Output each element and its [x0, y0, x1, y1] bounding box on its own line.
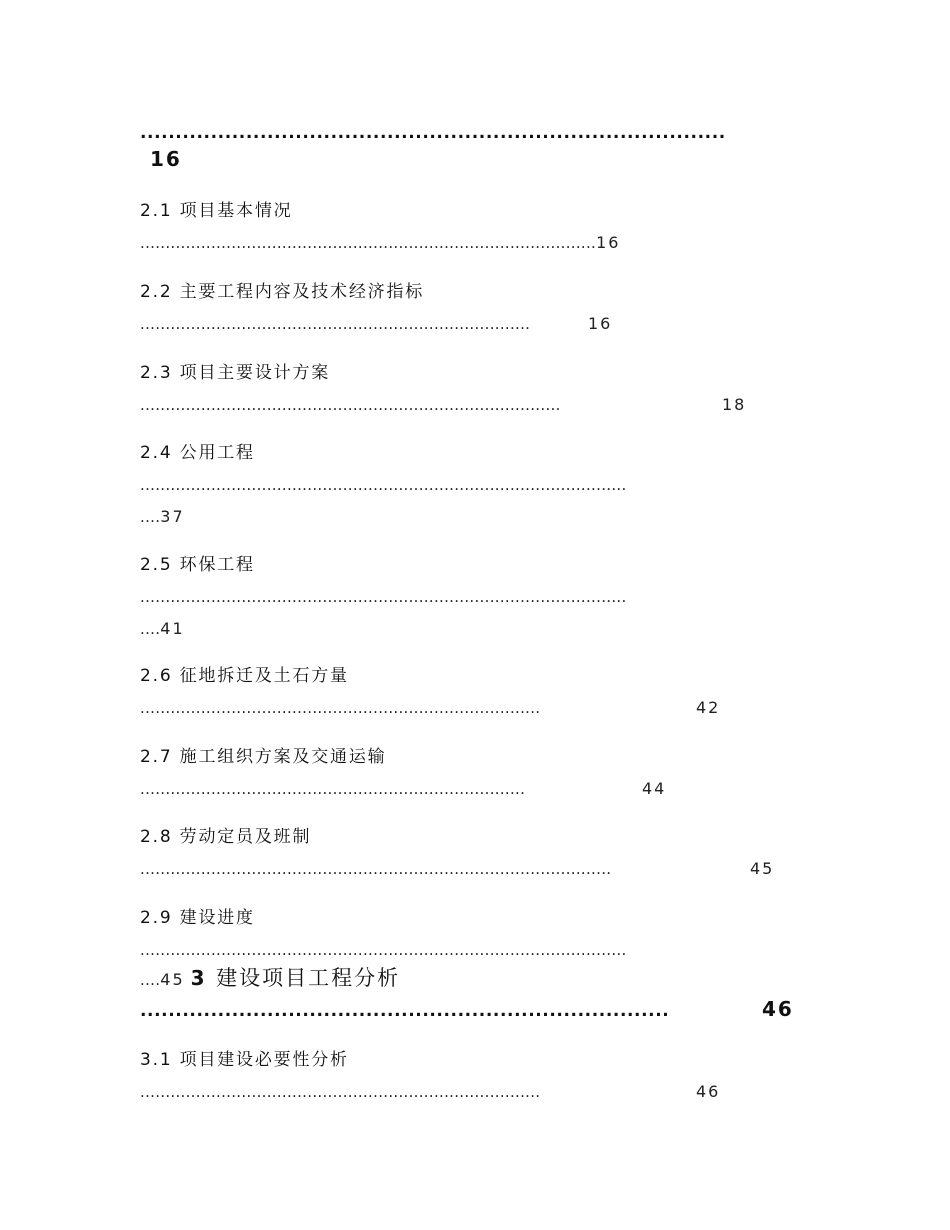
entry-title: 2.3 项目主要设计方案 — [140, 363, 331, 383]
page-number: 45 — [750, 859, 775, 878]
page-number: 46 — [696, 1082, 721, 1101]
toc-entry-2-8-leader — [140, 858, 774, 880]
toc-leader: ............................................................................ — [140, 780, 526, 798]
toc-entry-2-9[interactable] — [140, 907, 255, 929]
toc-leader-cont: .... — [140, 620, 161, 638]
toc-entry-3-1[interactable] — [140, 1049, 349, 1071]
entry-title: 3.1 项目建设必要性分析 — [140, 1050, 349, 1070]
toc-entry-2-5-cont — [140, 618, 185, 640]
toc-entry-3-1-leader — [140, 1081, 720, 1103]
page-number: 44 — [642, 779, 667, 798]
toc-entry-2-4-cont — [140, 506, 185, 528]
chapter-number: 3 — [190, 966, 207, 990]
toc-leader: ................................................................................................ — [140, 588, 627, 606]
entry-title: 2.2 主要工程内容及技术经济指标 — [140, 282, 425, 302]
toc-leader: ............................................................................. — [140, 315, 531, 333]
chapter-title[interactable]: 建设项目工程分析 — [216, 966, 401, 990]
toc-leader: ............................................................................... — [140, 699, 541, 717]
toc-entry-2-7[interactable] — [140, 746, 386, 768]
page-number: 16 — [150, 147, 182, 171]
entry-title: 2.7 施工组织方案及交通运输 — [140, 747, 387, 767]
toc-page-top — [150, 148, 182, 170]
entry-title: 2.4 公用工程 — [140, 443, 255, 463]
page-number: 16 — [588, 314, 613, 333]
toc-entry-2-6-leader — [140, 697, 720, 719]
toc-leader: ................................................................................... — [140, 123, 726, 143]
toc-leader: .......................................................................................... — [140, 234, 597, 252]
page-number: 45 — [160, 970, 185, 989]
toc-entry-2-4-leader — [140, 474, 804, 496]
toc-leader-top — [140, 122, 726, 144]
entry-title: 2.8 劳动定员及班制 — [140, 827, 312, 847]
toc-entry-2-3[interactable] — [140, 362, 330, 384]
toc-entry-2-1-leader — [140, 232, 620, 254]
toc-entry-2-2[interactable] — [140, 281, 424, 303]
entry-title: 2.6 征地拆迁及土石方量 — [140, 666, 349, 686]
toc-entry-2-7-leader — [140, 778, 666, 800]
toc-leader: ................................................................................................ — [140, 941, 627, 959]
page-number: 18 — [722, 395, 747, 414]
toc-entry-2-6[interactable] — [140, 665, 349, 687]
page-number: 41 — [160, 619, 185, 638]
toc-chapter-3-leader — [140, 998, 794, 1022]
toc-leader-cont: .... — [140, 971, 161, 989]
toc-entry-2-3-leader — [140, 394, 746, 416]
toc-entry-2-9-leader — [140, 939, 804, 961]
toc-leader: ................................................................................................ — [140, 476, 627, 494]
page-number: 37 — [160, 507, 185, 526]
toc-entry-2-5[interactable] — [140, 554, 255, 576]
toc-leader: ........................................................................... — [140, 1001, 670, 1021]
page-number: 16 — [596, 233, 621, 252]
toc-leader: ............................................................................................. — [140, 860, 612, 878]
page-number: 42 — [696, 698, 721, 717]
toc-entry-2-9-cont — [140, 967, 400, 991]
entry-title: 2.1 项目基本情况 — [140, 201, 293, 221]
toc-entry-2-5-leader — [140, 586, 804, 608]
toc-leader: ................................................................................... — [140, 396, 561, 414]
toc-entry-2-4[interactable] — [140, 442, 255, 464]
entry-title: 2.5 环保工程 — [140, 555, 255, 575]
toc-entry-2-2-leader — [140, 313, 612, 335]
toc-entry-2-8[interactable] — [140, 826, 311, 848]
page-number: 46 — [762, 997, 794, 1021]
toc-leader: ............................................................................... — [140, 1083, 541, 1101]
toc-leader-cont: .... — [140, 508, 161, 526]
entry-title: 2.9 建设进度 — [140, 908, 255, 928]
toc-entry-2-1[interactable] — [140, 200, 292, 222]
